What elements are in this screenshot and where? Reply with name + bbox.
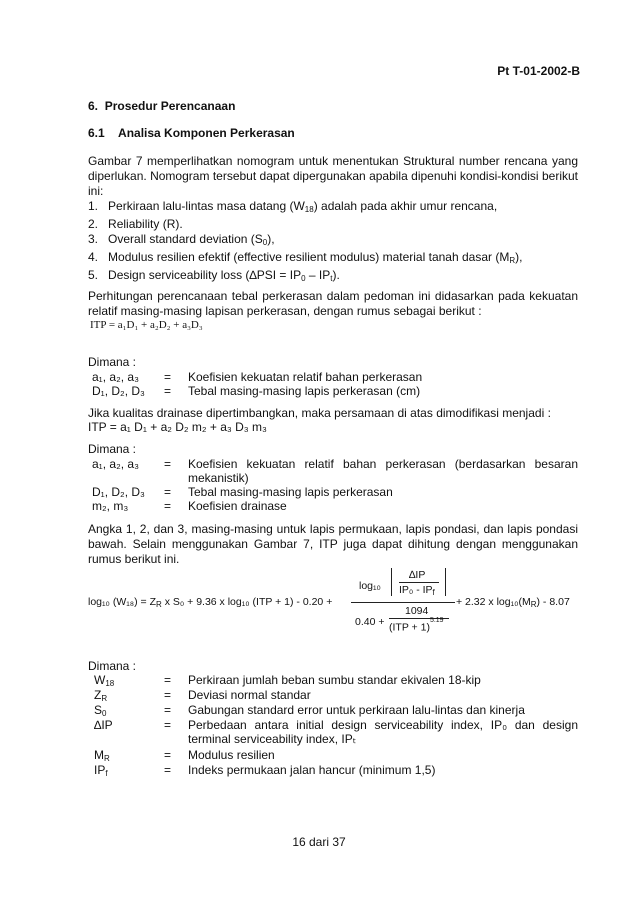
page-number: 16 dari 37 xyxy=(292,835,346,849)
equation-aashto: log₁₀ $(W_{18}) = Z_R$ x S₀ + 9.36 x log₁₀ (ITP + 1) - 0.20 + log₁₀ ∆IP $IP_0 - IP_f$ 0.40 + 1094 (ITP + 1)$^{5.19}$ + 2.32 x $\log_{10}(M_R) - 8.07$ xyxy=(88,569,570,634)
list-item: 4. Modulus resilien efektif (effective resilient modulus) material tanah dasar $(M_R)$, xyxy=(88,250,523,265)
conditions-list xyxy=(88,199,522,286)
subsection-heading xyxy=(88,126,295,140)
list-item: 2. Reliability (R). xyxy=(88,217,183,231)
intro-paragraph: Gambar 7 memperlihatkan nomogram untuk menentukan Struktural number rencana yang diperlukan. Nomogram tersebut dapat dipergunakan apabila dipenuhi kondisi-kondisi berikut ini: xyxy=(88,154,578,198)
list-item: 1. Perkiraan lalu-lintas masa datang $(W_{18})$ adalah pada akhir umur rencana, xyxy=(88,199,498,214)
section-heading xyxy=(88,99,235,113)
equation-itp: ITP = a₁D₁ + a₂D₂ + a₃D₃ xyxy=(90,319,203,331)
list-item: 3. Overall standard deviation $(S_0)$, xyxy=(88,232,275,247)
subsection-title: Analisa Komponen Perkerasan xyxy=(118,126,295,140)
section-number: 6. xyxy=(88,99,99,113)
dimana-label: Dimana : xyxy=(88,355,137,369)
equation-itp-drainase: ITP = a₁ D₁ + a₂ D₂ m₂ + a₃ D₃ m₃ xyxy=(88,420,267,434)
paragraph-drainase: Jika kualitas drainase dipertimbangkan, maka persamaan di atas dimodifikasi menjadi : xyxy=(88,406,551,420)
subsection-number: 6.1 xyxy=(88,126,105,140)
paragraph-itp: Perhitungan perencanaan tebal perkerasan dalam pedoman ini didasarkan pada kekuatan relatif masing-masing lapisan perkerasan, dengan rumus sebagai berikut : xyxy=(88,289,578,318)
document-code: Pt T-01-2002-B xyxy=(497,64,580,78)
dimana-label: Dimana : xyxy=(88,442,137,456)
section-title: Prosedur Perencanaan xyxy=(104,99,236,113)
list-item: 5. Design serviceability loss $(\Delta PSI = IP_0 - IP_t)$. xyxy=(88,268,340,283)
dimana-label: Dimana : xyxy=(88,659,137,673)
paragraph-angka: Angka 1, 2, dan 3, masing-masing untuk lapis permukaan, lapis pondasi, dan lapis pondasi bawah. Selain menggunakan Gambar 7, ITP juga dapat dihitung dengan menggunakan rumus berikut ini. xyxy=(88,522,578,566)
